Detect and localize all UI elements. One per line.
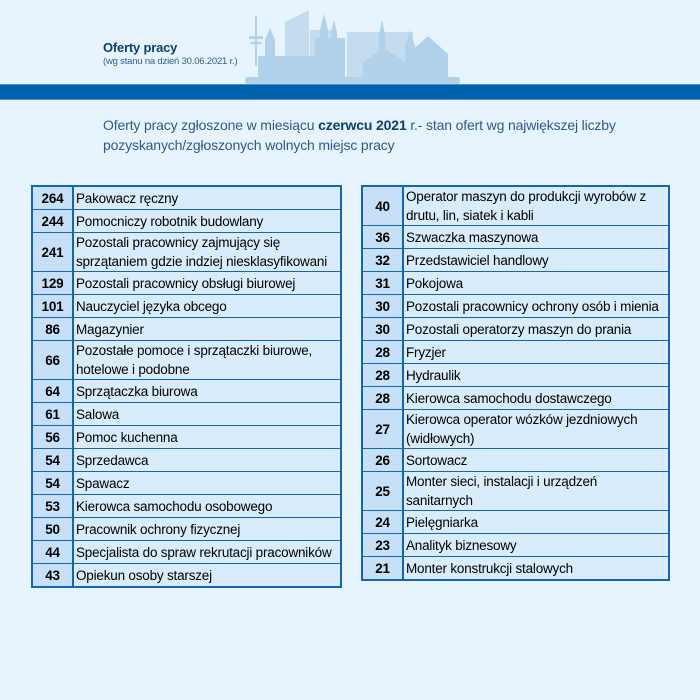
table-row xyxy=(362,186,669,226)
occupation-name: Pomocniczy robotnik budowlany xyxy=(73,210,341,233)
occupation-name: Salowa xyxy=(73,403,341,426)
table-row xyxy=(362,341,669,364)
occupation-name: Pozostali operatorzy maszyn do prania xyxy=(403,318,669,341)
occupation-name: Sprzątaczka biurowa xyxy=(73,380,341,403)
occupation-name: Spawacz xyxy=(73,472,341,495)
table-row xyxy=(362,318,669,341)
table-row xyxy=(362,272,669,295)
table-row xyxy=(32,272,341,295)
occupation-name: Sprzedawca xyxy=(73,449,341,472)
offer-count: 61 xyxy=(32,403,73,426)
offer-count: 43 xyxy=(32,564,73,588)
occupation-name: Kierowca samochodu dostawczego xyxy=(403,387,669,410)
offer-count: 28 xyxy=(362,364,403,387)
intro-part2: r.- stan ofert wg największej liczby pozyskanych/zgłoszonych wolnych miejsc pracy xyxy=(103,117,616,153)
occupation-name: Pracownik ochrony fizycznej xyxy=(73,518,341,541)
occupation-name: Hydraulik xyxy=(403,364,669,387)
occupation-name: Magazynier xyxy=(73,318,341,341)
offer-count: 30 xyxy=(362,318,403,341)
table-row xyxy=(362,364,669,387)
occupation-name: Pokojowa xyxy=(403,272,669,295)
occupation-name: Pakowacz ręczny xyxy=(73,186,341,210)
table-row xyxy=(32,518,341,541)
header-band xyxy=(0,84,700,100)
table-row xyxy=(362,534,669,557)
occupation-name: Pozostali pracownicy ochrony osób i mienia xyxy=(403,295,669,318)
occupation-name: Kierowca operator wózków jezdniowych (widłowych) xyxy=(403,410,669,449)
page-subtitle-date: (wg stanu na dzień 30.06.2021 r.) xyxy=(103,56,238,67)
table-row xyxy=(362,472,669,511)
occupation-name: Nauczyciel języka obcego xyxy=(73,295,341,318)
table-row xyxy=(32,341,341,380)
table-row xyxy=(362,387,669,410)
table-row xyxy=(32,210,341,233)
table-row xyxy=(32,426,341,449)
intro-month: czerwcu 2021 xyxy=(318,117,407,133)
occupation-name: Opiekun osoby starszej xyxy=(73,564,341,588)
table-row xyxy=(362,295,669,318)
offer-count: 241 xyxy=(32,233,73,272)
occupation-name: Analityk biznesowy xyxy=(403,534,669,557)
occupation-name: Pielęgniarka xyxy=(403,511,669,534)
offer-count: 54 xyxy=(32,449,73,472)
offer-count: 21 xyxy=(362,557,403,581)
offer-count: 28 xyxy=(362,387,403,410)
occupation-name: Monter sieci, instalacji i urządzeń sanitarnych xyxy=(403,472,669,511)
occupation-name: Pozostali pracownicy zajmujący się sprzątaniem gdzie indziej niesklasyfikowani xyxy=(73,233,341,272)
occupation-name: Pozostałe pomoce i sprzątaczki biurowe, hotelowe i podobne xyxy=(73,341,341,380)
table-row xyxy=(32,403,341,426)
offer-count: 27 xyxy=(362,410,403,449)
table-row xyxy=(32,564,341,588)
table-row xyxy=(32,541,341,564)
offer-count: 53 xyxy=(32,495,73,518)
table-row xyxy=(32,186,341,210)
intro-text xyxy=(103,115,633,155)
offer-count: 244 xyxy=(32,210,73,233)
table-row xyxy=(32,449,341,472)
occupation-name: Przedstawiciel handlowy xyxy=(403,249,669,272)
table-row xyxy=(362,511,669,534)
offer-count: 31 xyxy=(362,272,403,295)
occupation-name: Operator maszyn do produkcji wyrobów z drutu, lin, siatek i kabli xyxy=(403,186,669,226)
table-row xyxy=(32,495,341,518)
offer-count: 101 xyxy=(32,295,73,318)
offer-count: 54 xyxy=(32,472,73,495)
offer-count: 56 xyxy=(32,426,73,449)
table-row xyxy=(32,295,341,318)
offer-count: 50 xyxy=(32,518,73,541)
offer-count: 28 xyxy=(362,341,403,364)
offer-count: 40 xyxy=(362,186,403,226)
offer-count: 44 xyxy=(32,541,73,564)
offer-count: 32 xyxy=(362,249,403,272)
intro-part1: Oferty pracy zgłoszone w miesiącu xyxy=(103,117,319,133)
offer-count: 264 xyxy=(32,186,73,210)
offer-count: 64 xyxy=(32,380,73,403)
occupation-name: Monter konstrukcji stalowych xyxy=(403,557,669,581)
occupation-name: Specjalista do spraw rekrutacji pracowników xyxy=(73,541,341,564)
occupation-name: Kierowca samochodu osobowego xyxy=(73,495,341,518)
occupation-name: Fryzjer xyxy=(403,341,669,364)
table-row xyxy=(362,226,669,249)
offer-count: 23 xyxy=(362,534,403,557)
table-row xyxy=(32,380,341,403)
offer-count: 129 xyxy=(32,272,73,295)
occupation-name: Pomoc kuchenna xyxy=(73,426,341,449)
occupation-name: Sortowacz xyxy=(403,449,669,472)
page-title: Oferty pracy xyxy=(103,40,178,55)
offer-count: 24 xyxy=(362,511,403,534)
offer-count: 30 xyxy=(362,295,403,318)
offer-count: 86 xyxy=(32,318,73,341)
table-row xyxy=(362,410,669,449)
job-offers-table-right xyxy=(361,185,670,581)
table-row xyxy=(362,557,669,581)
table-row xyxy=(32,233,341,272)
job-offers-table-left xyxy=(31,185,342,588)
table-row xyxy=(32,472,341,495)
occupation-name: Szwaczka maszynowa xyxy=(403,226,669,249)
offer-count: 66 xyxy=(32,341,73,380)
occupation-name: Pozostali pracownicy obsługi biurowej xyxy=(73,272,341,295)
table-row xyxy=(362,449,669,472)
offer-count: 26 xyxy=(362,449,403,472)
offer-count: 36 xyxy=(362,226,403,249)
offer-count: 25 xyxy=(362,472,403,511)
city-skyline-icon xyxy=(245,0,460,84)
table-row xyxy=(362,249,669,272)
table-row xyxy=(32,318,341,341)
